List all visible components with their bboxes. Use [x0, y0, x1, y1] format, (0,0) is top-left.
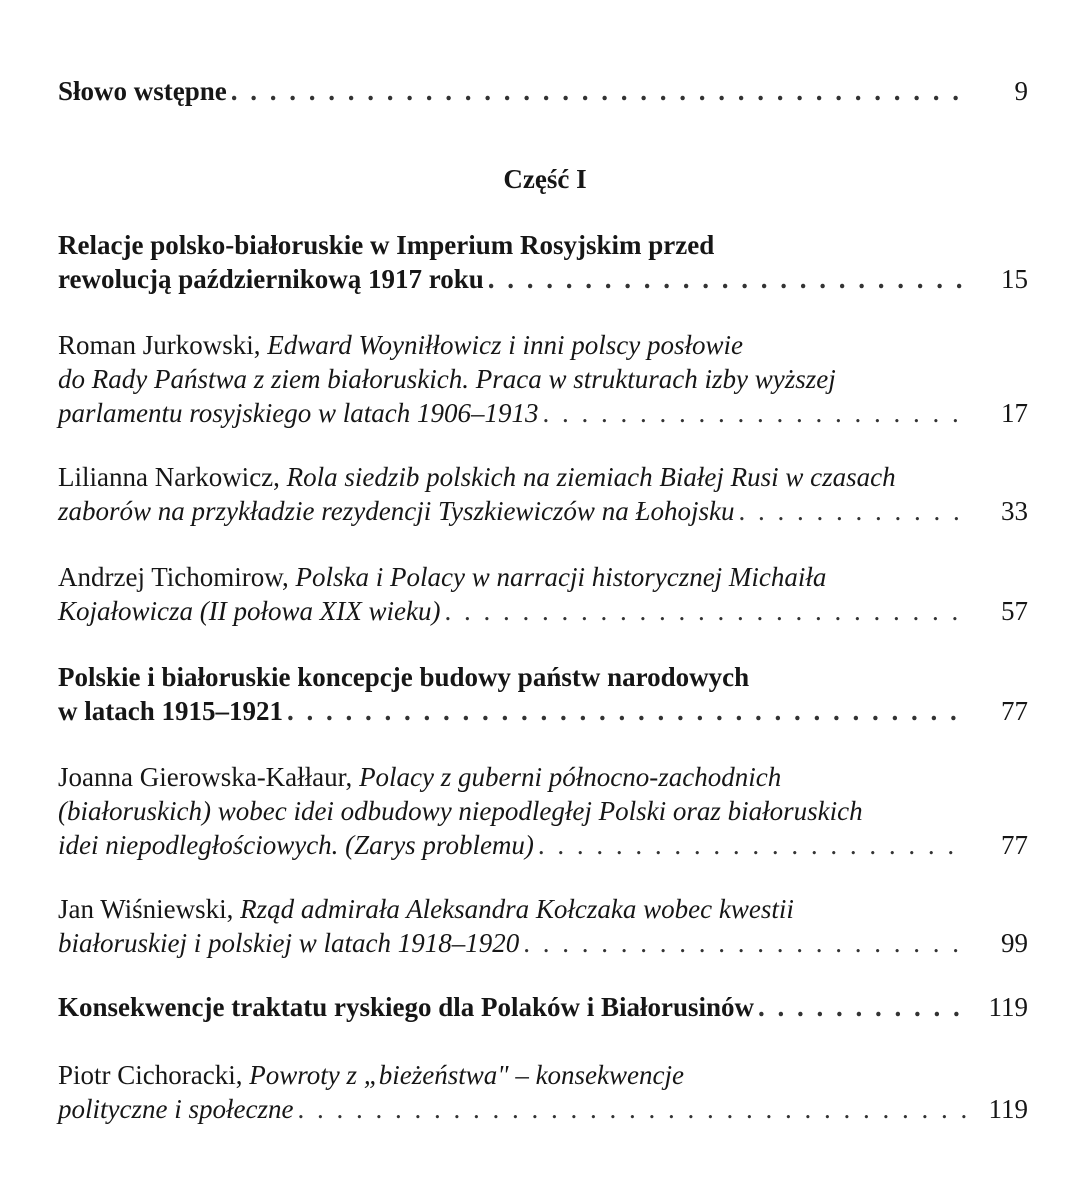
- toc-line: Polskie i białoruskie koncepcje budowy państw narodowych: [58, 662, 750, 692]
- toc-article-entry: [58, 760, 1028, 862]
- dot-leader: [287, 694, 966, 728]
- toc-line: [58, 828, 1028, 862]
- dot-leader: [542, 396, 966, 430]
- author-name: Jan Wiśniewski,: [58, 894, 234, 924]
- article-title: Polacy z guberni północno-zachodnich: [359, 762, 782, 792]
- dot-leader: [488, 262, 966, 296]
- page-number: 77: [1001, 830, 1028, 860]
- toc-line: [58, 760, 1028, 794]
- toc-article-entry: [58, 328, 1028, 430]
- article-title: parlamentu rosyjskiego w latach 1906–1913: [58, 398, 539, 428]
- toc-line: [58, 262, 1028, 296]
- page-number: 119: [988, 992, 1028, 1022]
- entry-title: Konsekwencje traktatu ryskiego dla Polaków i Białorusinów: [58, 992, 755, 1022]
- entry-title: Słowo wstępne: [58, 76, 227, 106]
- article-title: Rząd admirała Aleksandra Kołczaka wobec kwestii: [240, 894, 794, 924]
- page-number: 15: [1001, 264, 1028, 294]
- page-number: 9: [1014, 76, 1028, 106]
- dot-leader: [758, 990, 966, 1024]
- article-title: polityczne i społeczne: [58, 1094, 294, 1124]
- article-title: Powroty z „bieżeństwa" – konsekwencje: [249, 1060, 684, 1090]
- dot-leader: [523, 926, 966, 960]
- article-title: Rola siedzib polskich na ziemiach Białej Rusi w czasach: [286, 462, 896, 492]
- entry-title: rewolucją październikową 1917 roku: [58, 264, 484, 294]
- toc-line: [58, 1092, 1028, 1126]
- article-title: Polska i Polacy w narracji historycznej Michaiła: [295, 562, 827, 592]
- toc-article-entry: [58, 460, 1028, 528]
- toc-line: (białoruskich) wobec idei odbudowy niepodległej Polski oraz białoruskich: [58, 796, 863, 826]
- page-number: 33: [1001, 496, 1028, 526]
- toc-line: [58, 396, 1028, 430]
- toc-line: [58, 694, 1028, 728]
- article-title: Kojałowicza (II połowa XIX wieku): [58, 596, 441, 626]
- author-name: Andrzej Tichomirow,: [58, 562, 289, 592]
- author-name: Roman Jurkowski,: [58, 330, 261, 360]
- toc-line: [58, 1058, 1028, 1092]
- author-name: Joanna Gierowska-Kałłaur,: [58, 762, 353, 792]
- author-name: Piotr Cichoracki,: [58, 1060, 243, 1090]
- article-title: Edward Woyniłłowicz i inni polscy posłowie: [267, 330, 743, 360]
- page-number: 99: [1001, 928, 1028, 958]
- toc-line: [58, 460, 1028, 494]
- page-number: 57: [1001, 596, 1028, 626]
- toc-line: [58, 926, 1028, 960]
- toc-line: [58, 594, 1028, 628]
- article-title: idei niepodległościowych. (Zarys problemu): [58, 830, 534, 860]
- toc-article-entry: [58, 560, 1028, 628]
- toc-line: Relacje polsko-białoruskie w Imperium Rosyjskim przed: [58, 230, 715, 260]
- article-title: białoruskiej i polskiej w latach 1918–1920: [58, 928, 520, 958]
- toc-line: [58, 74, 1028, 108]
- dot-leader: [444, 594, 966, 628]
- toc-article-entry: [58, 892, 1028, 960]
- toc-line: [58, 990, 1028, 1024]
- toc-section-heading: [58, 990, 1028, 1024]
- dot-leader: [538, 828, 966, 862]
- dot-leader: [297, 1092, 966, 1126]
- entry-title: w latach 1915–1921: [58, 696, 283, 726]
- toc-article-entry: [58, 1058, 1028, 1126]
- page-number: 119: [988, 1094, 1028, 1124]
- toc-section-heading: [58, 228, 1028, 296]
- author-name: Lilianna Narkowicz,: [58, 462, 280, 492]
- page-number: 17: [1001, 398, 1028, 428]
- toc-line: [58, 560, 1028, 594]
- toc-line: [58, 892, 1028, 926]
- toc-line: [58, 328, 1028, 362]
- toc-line: do Rady Państwa z ziem białoruskich. Praca w strukturach izby wyższej: [58, 364, 836, 394]
- toc-section-heading: [58, 660, 1028, 728]
- dot-leader: [231, 74, 966, 108]
- dot-leader: [738, 494, 966, 528]
- part-heading: Część I: [503, 164, 587, 194]
- article-title: zaborów na przykładzie rezydencji Tyszkiewiczów na Łohojsku: [58, 496, 735, 526]
- toc-line: [58, 494, 1028, 528]
- toc-entry-intro: [58, 74, 1028, 108]
- page-number: 77: [1001, 696, 1028, 726]
